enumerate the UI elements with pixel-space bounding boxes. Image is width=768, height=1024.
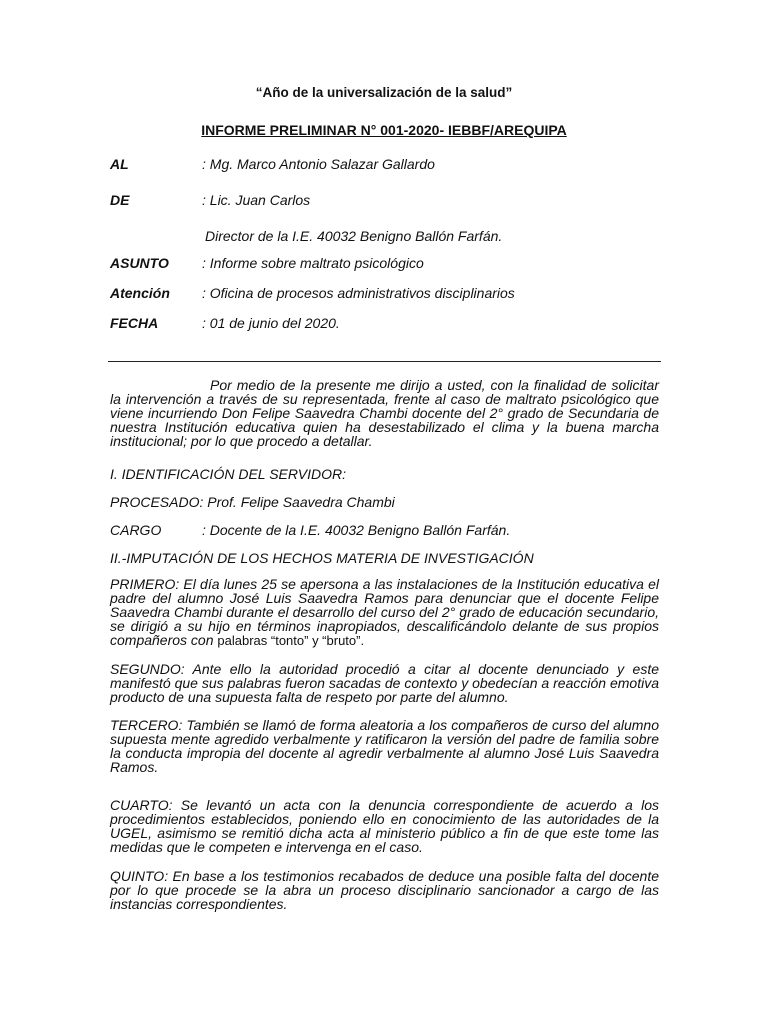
- field-al-value: : Mg. Marco Antonio Salazar Gallardo: [202, 156, 435, 172]
- field-atencion-value: : Oficina de procesos administrativos disciplinarios: [202, 285, 515, 301]
- quinto-text: QUINTO: En base a los testimonios recabados de deduce una posible falta del docente por lo que procede se la abra un proceso disciplinario sancionador a cargo de las instancias correspondientes.: [110, 868, 659, 912]
- field-de-label: DE: [110, 192, 130, 208]
- cargo-line: [110, 522, 511, 538]
- header-divider: [108, 361, 661, 362]
- field-asunto-value: : Informe sobre maltrato psicológico: [202, 255, 424, 271]
- intro-text: Por medio de la presente me dirijo a usted, con la finalidad de solicitar la intervención a través de su representada, frente al caso de maltrato psicológico que viene incurriendo Don Felipe Saavedra Chambi docente del 2° grado de Secundaria de nuestra Institución educativa quien ha desestabilizado el clima y la buena marcha institucional; por lo que procedo a detallar.: [110, 377, 659, 449]
- field-al-label: AL: [110, 156, 129, 172]
- year-motto: “Año de la universalización de la salud”: [255, 85, 513, 100]
- primero-text: PRIMERO: El día lunes 25 se apersona a las instalaciones de la Institución educativa el padre del alumno José Luis Saavedra Ramos para denunciar que el docente Felipe Saavedra Chambi durante el desarrollo del curso del 2° grado de educación secundario, se dirigió a su hijo en términos inapropiados, descalificándolo delante de sus propios compañeros con: [110, 576, 659, 648]
- field-de-value-2: Director de la I.E. 40032 Benigno Ballón Farfán.: [205, 228, 503, 244]
- field-de-value: : Lic. Juan Carlos: [202, 192, 311, 208]
- field-fecha-value: : 01 de junio del 2020.: [202, 315, 340, 331]
- segundo-text: SEGUNDO: Ante ello la autoridad procedió a citar al docente denunciado y este manifestó que sus palabras fueron sacadas de contexto y obedecían a reacción emotiva producto de una supuesta falta de respeto por parte del alumno.: [110, 661, 659, 705]
- report-title: [0, 122, 768, 138]
- paragraph-cuarto: [110, 798, 659, 854]
- procesado-line: PROCESADO: Prof. Felipe Saavedra Chambi: [110, 494, 395, 510]
- tercero-text: TERCERO: También se llamó de forma aleatoria a los compañeros de curso del alumno supuesta mente agredido verbalmente y ratificaron la versión del padre de familia sobre la conducta impropia del docente al agredir verbalmente al alumno José Luis Saavedra Ramos.: [110, 717, 659, 775]
- paragraph-tercero: [110, 718, 659, 774]
- paragraph-quinto: [110, 869, 659, 911]
- section-2-heading: II.-IMPUTACIÓN DE LOS HECHOS MATERIA DE INVESTIGACIÓN: [110, 550, 534, 566]
- section-1-heading: I. IDENTIFICACIÓN DEL SERVIDOR:: [110, 466, 346, 482]
- intro-paragraph: [110, 378, 659, 448]
- field-fecha-label: FECHA: [110, 315, 159, 331]
- field-asunto-label: ASUNTO: [110, 255, 169, 271]
- report-title-text: INFORME PRELIMINAR N° 001-2020- IEBBF/AREQUIPA: [201, 122, 567, 138]
- paragraph-primero: [110, 577, 659, 648]
- cargo-value: : Docente de la I.E. 40032 Benigno Ballón Farfán.: [202, 522, 511, 538]
- primero-tail: palabras “tonto” y “bruto”.: [217, 633, 365, 648]
- paragraph-segundo: [110, 662, 659, 704]
- field-atencion-label: Atención: [110, 285, 170, 301]
- cuarto-text: CUARTO: Se levantó un acta con la denuncia correspondiente de acuerdo a los procedimientos establecidos, poniendo ello en conocimiento de las autoridades de la UGEL, asimismo se remitió dicha acta al ministerio público a fin de que este tome las medidas que le competen e intervenga en el caso.: [110, 797, 659, 855]
- cargo-label: CARGO: [110, 522, 162, 538]
